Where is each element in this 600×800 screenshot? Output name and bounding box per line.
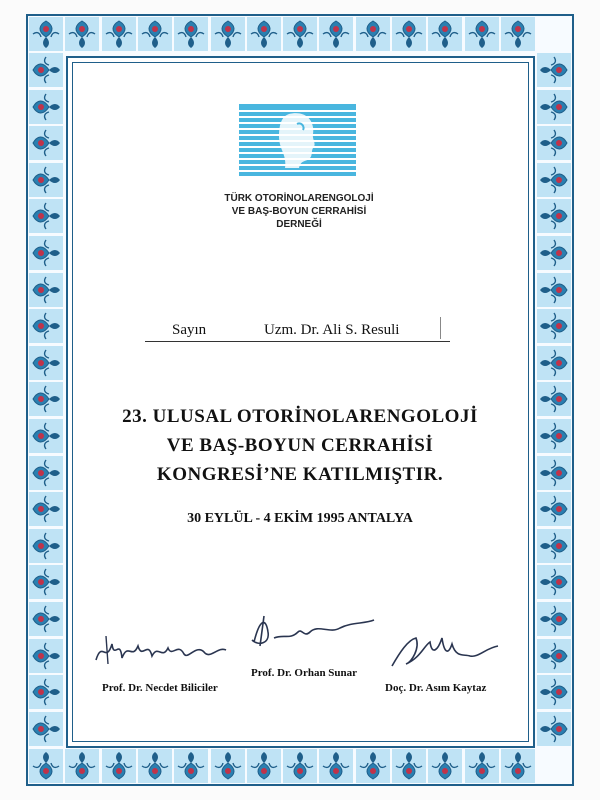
border-tulip-tile — [29, 346, 63, 380]
border-tulip-tile — [138, 749, 172, 783]
border-tulip-tile — [29, 309, 63, 343]
title-line2: VE BAŞ-BOYUN CERRAHİSİ — [166, 435, 434, 456]
border-tulip-tile — [319, 749, 353, 783]
border-tulip-tile — [138, 17, 172, 51]
border-tulip-tile — [537, 163, 571, 197]
association-logo — [239, 104, 356, 176]
border-tulip-tile — [29, 565, 63, 599]
border-tulip-tile — [102, 17, 136, 51]
border-tulip-tile — [465, 17, 499, 51]
border-tulip-tile — [29, 199, 63, 233]
border-tulip-tile — [537, 309, 571, 343]
recipient-name: Uzm. Dr. Ali S. Resuli — [264, 322, 400, 338]
title-line1: 23. ULUSAL OTORİNOLARENGOLOJİ — [122, 406, 478, 427]
border-tulip-tile — [29, 236, 63, 270]
border-tulip-tile — [537, 456, 571, 490]
border-tulip-tile — [537, 346, 571, 380]
border-tulip-tile — [29, 90, 63, 124]
certificate-title — [100, 402, 500, 489]
recipient-underline — [145, 341, 450, 342]
border-tulip-tile — [29, 639, 63, 673]
border-tulip-tile — [537, 199, 571, 233]
border-tulip-tile — [428, 749, 462, 783]
border-tulip-tile — [29, 675, 63, 709]
border-tulip-tile — [537, 236, 571, 270]
title-line3: KONGRESİ’NE KATILMIŞTIR. — [156, 464, 444, 485]
border-tulip-tile — [537, 419, 571, 453]
signatory-1-name: Prof. Dr. Necdet Biliciler — [102, 682, 218, 694]
border-tulip-tile — [102, 749, 136, 783]
signature-scribble-3 — [386, 628, 506, 673]
border-tulip-tile — [537, 675, 571, 709]
border-tulip-tile — [174, 17, 208, 51]
border-tulip-tile — [392, 17, 426, 51]
name-field-edge — [440, 317, 445, 339]
border-tulip-tile — [29, 17, 63, 51]
association-name-line1: TÜRK OTORİNOLARENGOLOJİ — [224, 193, 374, 204]
border-tulip-tile — [537, 126, 571, 160]
border-tulip-tile — [211, 749, 245, 783]
border-tulip-tile — [29, 529, 63, 563]
border-tulip-tile — [319, 17, 353, 51]
border-tulip-tile — [537, 53, 571, 87]
border-tulip-tile — [29, 456, 63, 490]
border-tulip-tile — [174, 749, 208, 783]
signatory-2-name: Prof. Dr. Orhan Sunar — [251, 667, 358, 679]
border-tulip-tile — [29, 163, 63, 197]
border-tulip-tile — [29, 273, 63, 307]
association-name-line2: VE BAŞ-BOYUN CERRAHİSİ — [231, 206, 367, 217]
border-tulip-tile — [356, 17, 390, 51]
border-tulip-tile — [29, 749, 63, 783]
border-tulip-tile — [537, 712, 571, 746]
border-tulip-tile — [537, 492, 571, 526]
association-name-line3: DERNEĞİ — [276, 219, 322, 230]
border-tulip-tile — [211, 17, 245, 51]
border-tulip-tile — [29, 419, 63, 453]
border-tulip-tile — [247, 749, 281, 783]
border-tulip-tile — [29, 53, 63, 87]
border-tulip-tile — [501, 749, 535, 783]
border-tulip-tile — [465, 749, 499, 783]
event-date-location: 30 EYLÜL - 4 EKİM 1995 ANTALYA — [187, 511, 413, 526]
border-tulip-tile — [428, 17, 462, 51]
border-tulip-tile — [537, 529, 571, 563]
signatory-3-name: Doç. Dr. Asım Kaytaz — [385, 682, 487, 694]
border-tulip-tile — [29, 382, 63, 416]
border-tulip-tile — [283, 17, 317, 51]
border-tulip-tile — [537, 90, 571, 124]
border-tulip-tile — [537, 273, 571, 307]
border-tulip-tile — [247, 17, 281, 51]
border-tulip-tile — [537, 639, 571, 673]
border-tulip-tile — [65, 749, 99, 783]
border-tulip-tile — [29, 712, 63, 746]
signature-scribble-1 — [92, 630, 232, 670]
border-tulip-tile — [29, 602, 63, 636]
signature-scribble-2 — [244, 612, 384, 652]
border-tulip-tile — [537, 565, 571, 599]
border-tulip-tile — [392, 749, 426, 783]
border-tulip-tile — [283, 749, 317, 783]
salutation: Sayın — [172, 322, 207, 338]
association-name — [199, 192, 399, 231]
border-tulip-tile — [29, 492, 63, 526]
border-tulip-tile — [65, 17, 99, 51]
border-tulip-tile — [356, 749, 390, 783]
border-tulip-tile — [501, 17, 535, 51]
border-tulip-tile — [29, 126, 63, 160]
border-tulip-tile — [537, 602, 571, 636]
border-tulip-tile — [537, 382, 571, 416]
